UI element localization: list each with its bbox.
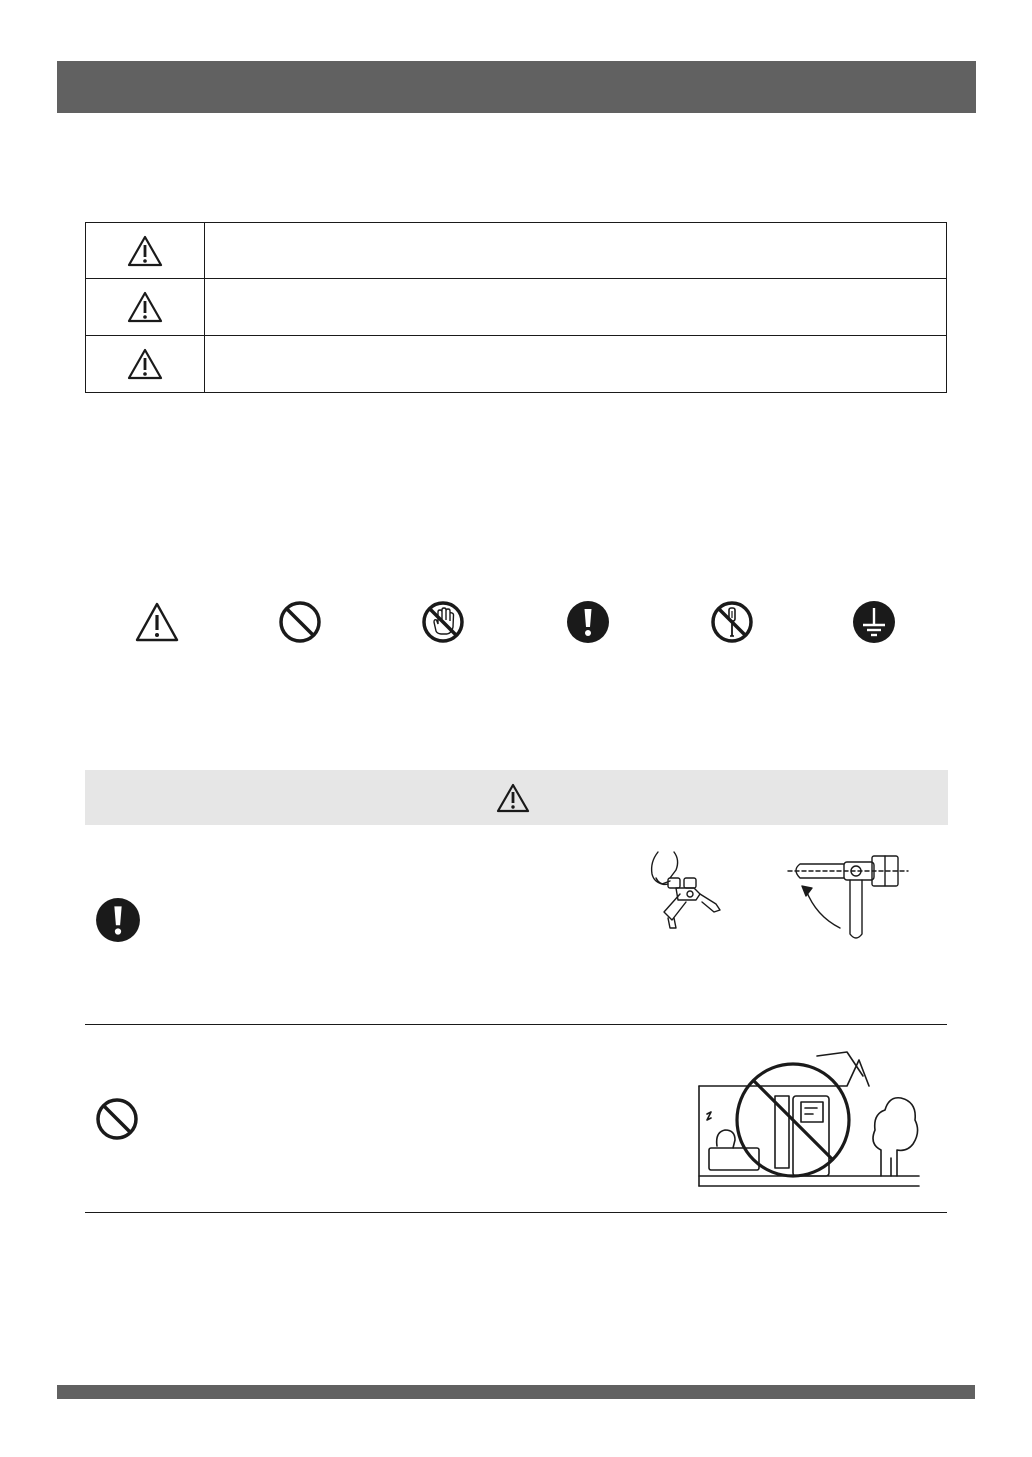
faucet-hand-illustration [636,848,728,934]
signal-row-1 [86,223,946,279]
section-divider [85,1024,947,1025]
warning-triangle-icon [495,782,531,814]
warning-triangle-icon [126,290,164,324]
prohibited-icon [94,1096,140,1142]
faucet-lever-rotation-illustration [786,850,910,946]
signal-row-text [216,279,936,335]
warning-banner [85,770,948,825]
warning-triangle-icon [126,347,164,381]
warning-triangle-icon [134,599,180,645]
warning-triangle-icon [126,234,164,268]
signal-row-3 [86,336,946,392]
do-not-disassemble-icon [709,599,755,645]
mandatory-action-icon [565,599,611,645]
ground-icon [851,599,897,645]
header-bar [57,61,976,113]
indoor-installation-prohibited-illustration [697,1050,921,1188]
footer-bar [57,1385,975,1399]
signal-word-table [85,222,947,393]
mandatory-action-icon [95,897,141,943]
signal-row-2 [86,279,946,336]
prohibited-icon [277,599,323,645]
signal-row-text [216,336,936,392]
signal-row-text [216,223,936,278]
do-not-touch-icon [420,599,466,645]
section-divider [85,1212,947,1213]
